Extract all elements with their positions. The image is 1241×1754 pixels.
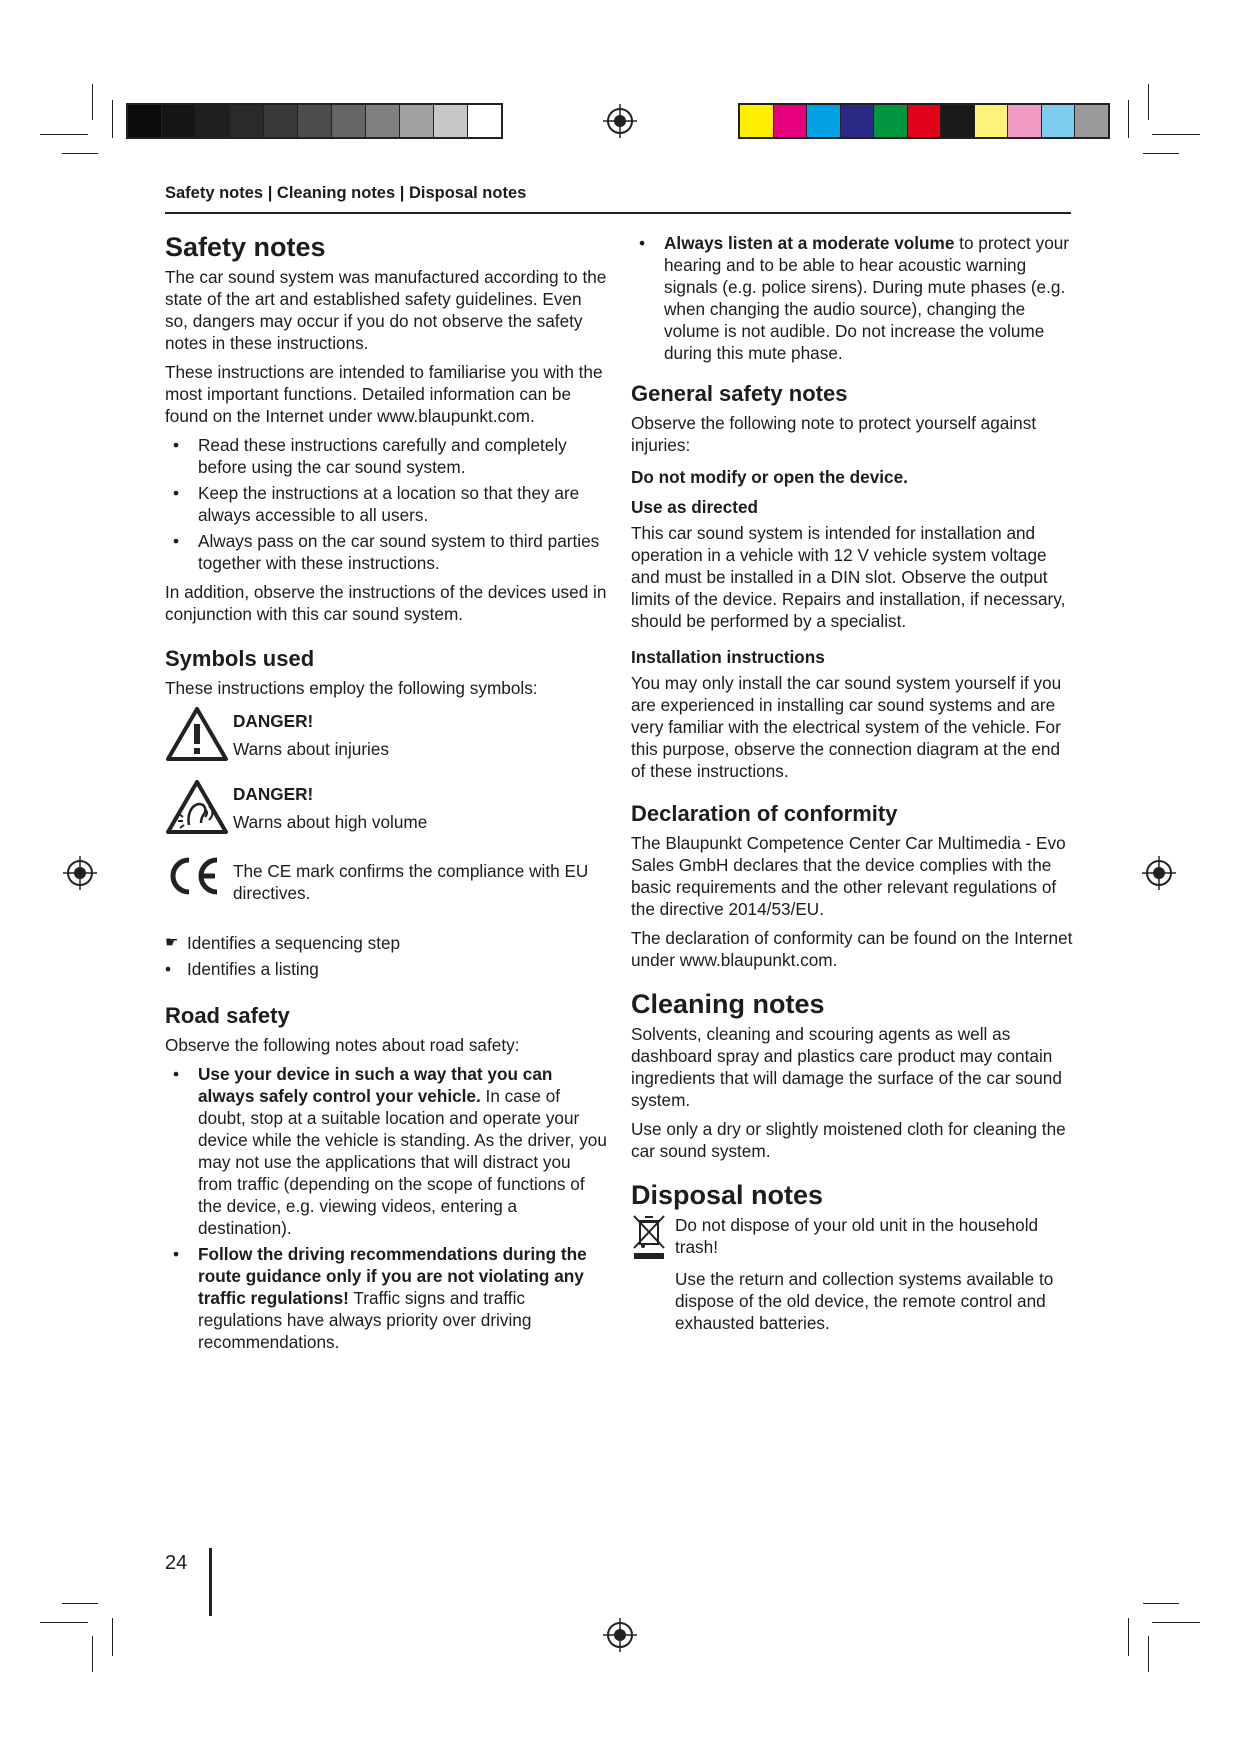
pointing-hand-icon: ☛ <box>165 934 179 951</box>
right-column <box>631 232 1075 1341</box>
conformity-heading: Declaration of conformity <box>631 801 898 826</box>
color-swatch <box>774 105 808 137</box>
gray-swatch <box>434 105 468 137</box>
conformity-text: The Blaupunkt Competence Center Car Multimedia - Evo Sales GmbH declares that the device complies with the basic requirements and the other relevant regulations of the directive 2014/53/EU. <box>631 833 1066 919</box>
general-safety-intro: Observe the following note to protect yourself against injuries: <box>631 413 1037 455</box>
installation-text: You may only install the car sound system yourself if you are experienced in installing car sound systems and are very familiar with the electrical system of the vehicle. For this purpose, observe the connection diagram at the end of these instructions. <box>631 673 1062 781</box>
cleaning-notes-heading: Cleaning notes <box>631 989 825 1019</box>
listing-text: Identifies a listing <box>187 959 319 979</box>
safety-list <box>165 434 607 574</box>
safety-devices-text: In addition, observe the instructions of the devices used in conjunction with this car sound system. <box>165 582 607 624</box>
gray-swatch <box>298 105 332 137</box>
left-column <box>165 230 607 1360</box>
volume-text: to protect your hearing and to be able to hear acoustic warning signals (e.g. police sirens). During mute phases (e.g. when changing the audio source), changing the volume is not audible. Do not increase the volume during this mute phase. <box>664 233 1070 363</box>
road-bullet-text: In case of doubt, stop at a suitable location and operate your device while the vehicle is standing. As the driver, you may not use the applications that will distract you from traffic (depending on the scope of functions of the device, e.g. viewing videos, entering a destination). <box>198 1086 607 1238</box>
volume-bold: Always listen at a moderate volume <box>664 233 955 253</box>
use-as-directed-text: This car sound system is intended for installation and operation in a vehicle with 12 V vehicle system voltage and must be installed in a DIN slot. Observe the output limits of the device. Repairs and installation, if necessary, should be performed by a specialist. <box>631 523 1066 631</box>
bullet-icon: • <box>165 959 172 979</box>
crossed-bin-icon <box>631 1214 667 1260</box>
use-as-directed-heading: Use as directed <box>631 497 759 517</box>
list-item: • Always pass on the car sound system to third parties together with these instructions. <box>165 530 607 574</box>
color-swatch <box>1075 105 1108 137</box>
safety-intro: The car sound system was manufactured according to the state of the art and established safety guidelines. Even so, dangers may occur if you do not observe the safety notes in these instructions. <box>165 267 607 353</box>
list-item: • Read these instructions carefully and completely before using the car sound system. <box>165 434 607 478</box>
general-safety-heading: General safety notes <box>631 381 848 406</box>
registration-mark-icon <box>63 856 97 890</box>
list-item <box>631 232 1075 364</box>
ce-mark-symbol <box>165 854 607 904</box>
installation-heading: Installation instructions <box>631 647 825 667</box>
page-number: 24 <box>165 1552 188 1574</box>
color-swatch <box>740 105 774 137</box>
danger-injuries-symbol <box>165 706 607 767</box>
registration-mark-icon <box>603 104 637 138</box>
conformity-link-text: The declaration of conformity can be found on the Internet under www.blaupunkt.com. <box>631 928 1073 970</box>
color-swatch <box>975 105 1009 137</box>
safety-functions-text: These instructions are intended to familiarise you with the most important functions. Detailed information can be found on the Internet under www.blaupunkt.com. <box>165 362 603 426</box>
symbols-intro: These instructions employ the following symbols: <box>165 678 538 698</box>
road-bullet-bold: Follow the driving recommendations during the route guidance only if you are not violating any traffic regulations! <box>198 1244 587 1308</box>
disposal-trash-text: Do not dispose of your old unit in the household trash! <box>675 1215 1039 1257</box>
color-swatch <box>841 105 875 137</box>
gray-swatch <box>366 105 400 137</box>
gray-swatch <box>162 105 196 137</box>
ce-mark-icon <box>165 854 221 898</box>
danger-text: Warns about high volume <box>233 812 428 832</box>
warning-triangle-icon <box>165 706 229 762</box>
road-safety-list <box>165 1063 607 1353</box>
no-modify-note: Do not modify or open the device. <box>631 467 908 487</box>
disposal-block <box>631 1214 1075 1341</box>
danger-title: DANGER! <box>233 711 314 731</box>
ce-text: The CE mark confirms the compliance with EU directives. <box>233 861 589 903</box>
danger-text: Warns about injuries <box>233 739 390 759</box>
gray-swatch <box>468 105 501 137</box>
gray-swatch <box>196 105 230 137</box>
danger-title: DANGER! <box>233 784 314 804</box>
high-volume-warning-icon <box>165 779 229 835</box>
color-swatch <box>1042 105 1076 137</box>
disposal-return-text: Use the return and collection systems available to dispose of the old device, the remote control and exhausted batteries. <box>675 1269 1054 1333</box>
list-item: • Keep the instructions at a location so that they are always accessible to all users. <box>165 482 607 526</box>
list-item <box>165 1243 607 1353</box>
safety-notes-heading: Safety notes <box>165 232 326 262</box>
gray-swatch <box>264 105 298 137</box>
symbols-used-heading: Symbols used <box>165 646 315 671</box>
danger-volume-symbol <box>165 779 607 840</box>
gray-swatch <box>400 105 434 137</box>
volume-list <box>631 232 1075 364</box>
listing-legend <box>165 958 607 980</box>
registration-mark-icon <box>1142 856 1176 890</box>
gray-swatch <box>230 105 264 137</box>
color-swatch <box>874 105 908 137</box>
road-safety-heading: Road safety <box>165 1003 290 1028</box>
color-swatch <box>807 105 841 137</box>
color-swatch <box>1008 105 1042 137</box>
color-swatch <box>941 105 975 137</box>
sequencing-step-legend <box>165 932 607 954</box>
gray-swatch <box>128 105 162 137</box>
list-item <box>165 1063 607 1239</box>
road-safety-intro: Observe the following notes about road safety: <box>165 1035 520 1055</box>
disposal-notes-heading: Disposal notes <box>631 1180 824 1210</box>
registration-mark-icon <box>603 1618 637 1652</box>
running-header: Safety notes | Cleaning notes | Disposal notes <box>165 184 527 202</box>
color-calibration-bar <box>738 103 1110 139</box>
gray-swatch <box>332 105 366 137</box>
cleaning-text: Solvents, cleaning and scouring agents as well as dashboard spray and plastics care product may contain ingredients that will damage the surface of the car sound system. <box>631 1024 1062 1110</box>
header-rule <box>165 212 1071 214</box>
page-number-rule <box>209 1548 212 1616</box>
sequencing-step-text: Identifies a sequencing step <box>187 933 401 953</box>
road-bullet-text: Traffic signs and traffic regulations have always priority over driving recommendations. <box>198 1288 532 1352</box>
road-bullet-bold: Use your device in such a way that you can always safely control your vehicle. <box>198 1064 553 1106</box>
cleaning-cloth-text: Use only a dry or slightly moistened cloth for cleaning the car sound system. <box>631 1119 1066 1161</box>
color-swatch <box>908 105 942 137</box>
gray-calibration-bar <box>126 103 503 139</box>
